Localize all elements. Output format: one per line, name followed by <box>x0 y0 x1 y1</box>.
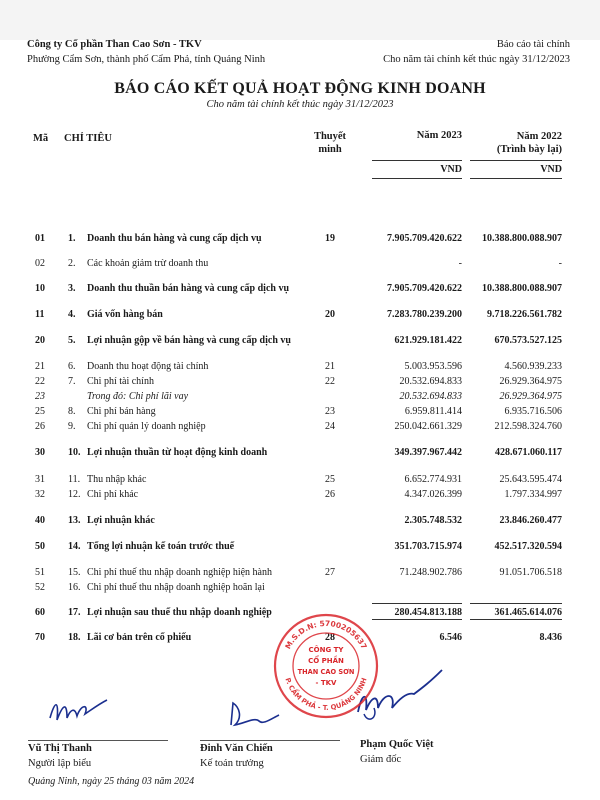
preparer-block <box>28 741 92 771</box>
row-code: 22 <box>35 376 45 387</box>
row-value-2022: 361.465.614.076 <box>494 607 562 618</box>
seal-bottom-text: P. CẨM PHẢ - T. QUẢNG NINH <box>283 676 369 713</box>
director-role: Giám đốc <box>360 754 402 765</box>
column-note-line2: minh <box>318 144 342 155</box>
row-code: 30 <box>35 447 45 458</box>
row-value-2023: 2.305.748.532 <box>404 515 462 526</box>
date-line: Quảng Ninh, ngày 25 tháng 03 năm 2024 <box>28 776 195 787</box>
row-code: 52 <box>35 582 45 593</box>
report-subtitle: Cho năm tài chính kết thúc ngày 31/12/2023 <box>206 99 394 110</box>
preparer-signature <box>45 690 115 730</box>
report-period: Cho năm tài chính kết thúc ngày 31/12/2023 <box>383 54 570 65</box>
column-note-header <box>308 130 352 156</box>
row-code: 01 <box>35 233 45 244</box>
row-value-2023: 7.905.709.420.622 <box>387 283 462 294</box>
company-address: Phường Cẩm Sơn, thành phố Cẩm Phả, tỉnh Quảng Ninh <box>27 54 266 65</box>
report-type: Báo cáo tài chính <box>496 39 570 50</box>
row-note: 19 <box>325 233 335 244</box>
row-value-2022: 8.436 <box>539 632 562 643</box>
row-label: Chi phí thuế thu nhập doanh nghiệp hiện hành <box>87 567 272 578</box>
row-label: Chi phí khác <box>87 489 139 500</box>
accountant-line <box>200 740 340 741</box>
row-code: 10 <box>35 283 45 294</box>
row-value-2022: 1.797.334.997 <box>504 489 562 500</box>
row-code: 50 <box>35 541 45 552</box>
unit-2022: VND <box>540 164 562 175</box>
table-row <box>0 233 600 247</box>
row-note: 20 <box>325 309 335 320</box>
director-name: Phạm Quốc Việt <box>360 739 434 750</box>
company-header <box>27 37 265 67</box>
row-number: 11. <box>68 474 81 485</box>
row-value-2023: 6.546 <box>439 632 462 643</box>
preparer-role: Người lập biểu <box>28 758 92 769</box>
row-code: 21 <box>35 361 45 372</box>
row-label: Lãi cơ bản trên cổ phiếu <box>87 632 192 643</box>
row-code: 40 <box>35 515 45 526</box>
row-note: 28 <box>325 632 335 643</box>
row-value-2023: 71.248.902.786 <box>399 567 462 578</box>
row-note: 27 <box>325 567 335 578</box>
column-code-header: Mã <box>33 133 49 144</box>
row-code: 25 <box>35 406 45 417</box>
row-number: 17. <box>68 607 81 618</box>
table-row <box>0 361 600 375</box>
row-number: 2. <box>68 258 76 269</box>
table-row <box>0 376 600 390</box>
accountant-block <box>200 741 273 771</box>
report-title: BÁO CÁO KẾT QUẢ HOẠT ĐỘNG KINH DOANH <box>114 80 486 97</box>
row-value-2023: 280.454.813.188 <box>394 607 462 618</box>
row-code: 70 <box>35 632 45 643</box>
row-value-2022: 26.929.364.975 <box>499 376 562 387</box>
row-number: 1. <box>68 233 76 244</box>
preparer-line <box>28 740 168 741</box>
column-2022-header <box>470 130 562 156</box>
row-label: Giá vốn hàng bán <box>87 309 163 320</box>
row-value-2023: 349.397.967.442 <box>394 447 462 458</box>
row-value-2022: 10.388.800.088.907 <box>482 233 562 244</box>
row-value-2022: 452.517.320.594 <box>494 541 562 552</box>
row-value-2022: 4.560.939.233 <box>504 361 562 372</box>
row-number: 10. <box>68 447 81 458</box>
row-label: Lợi nhuận gộp về bán hàng và cung cấp dịch vụ <box>87 335 291 346</box>
row-label: Chi phí thuế thu nhập doanh nghiệp hoãn lại <box>87 582 265 593</box>
row-label: Lợi nhuận thuần từ hoạt động kinh doanh <box>87 447 268 458</box>
table-row <box>0 474 600 488</box>
row-label: Lợi nhuận khác <box>87 515 155 526</box>
table-row <box>0 391 600 405</box>
table-row <box>0 283 600 297</box>
company-seal <box>272 612 380 720</box>
seal-line2: CỔ PHẦN <box>308 657 344 665</box>
row-number: 12. <box>68 489 81 500</box>
table-row <box>0 567 600 581</box>
row-value-2023: 20.532.694.833 <box>399 391 462 402</box>
row-number: 9. <box>68 421 76 432</box>
seal-line1: CÔNG TY <box>308 646 344 654</box>
row-label: Chi phí bán hàng <box>87 406 156 417</box>
row-value-2023: 7.283.780.239.200 <box>387 309 462 320</box>
row-value-2023: 351.703.715.974 <box>394 541 462 552</box>
row-note: 24 <box>325 421 335 432</box>
table-row <box>0 406 600 420</box>
row-value-2023: 5.003.953.596 <box>404 361 462 372</box>
row-number: 7. <box>68 376 76 387</box>
row-value-2022: 91.051.706.518 <box>499 567 562 578</box>
column-2023-header: Năm 2023 <box>416 130 462 141</box>
row-label: Doanh thu bán hàng và cung cấp dịch vụ <box>87 233 262 244</box>
header-rule-2023 <box>372 160 462 161</box>
director-block <box>360 737 434 767</box>
row-value-2022: 9.718.226.561.782 <box>487 309 562 320</box>
row-label: Chi phí quản lý doanh nghiệp <box>87 421 206 432</box>
row-note: 22 <box>325 376 335 387</box>
seal-line4: - TKV <box>315 679 337 687</box>
row-note: 26 <box>325 489 335 500</box>
preparer-name: Vũ Thị Thanh <box>28 743 92 754</box>
row-note: 25 <box>325 474 335 485</box>
row-value-2023: - <box>458 258 462 269</box>
table-row <box>0 309 600 323</box>
row-number: 18. <box>68 632 81 643</box>
row-value-2023: 6.652.774.931 <box>404 474 462 485</box>
row-value-2022: 6.935.716.506 <box>504 406 562 417</box>
row-number: 15. <box>68 567 81 578</box>
top-margin <box>0 0 600 40</box>
accountant-role: Kế toán trưởng <box>200 758 264 769</box>
row-value-2023: 7.905.709.420.622 <box>387 233 462 244</box>
row-value-2022: 670.573.527.125 <box>494 335 562 346</box>
row-label: Doanh thu thuần bán hàng và cung cấp dịch vụ <box>87 283 290 294</box>
row-code: 32 <box>35 489 45 500</box>
row-value-2022: 10.388.800.088.907 <box>482 283 562 294</box>
row-value-2022: 212.598.324.760 <box>494 421 562 432</box>
row-code: 20 <box>35 335 45 346</box>
table-row <box>0 421 600 435</box>
row-code: 26 <box>35 421 45 432</box>
row-note: 21 <box>325 361 335 372</box>
table-row <box>0 258 600 272</box>
row-value-2022: 428.671.060.117 <box>495 447 562 458</box>
row-number: 13. <box>68 515 81 526</box>
row-value-2023: 4.347.026.399 <box>404 489 462 500</box>
row-number: 4. <box>68 309 76 320</box>
row-number: 5. <box>68 335 76 346</box>
row-number: 16. <box>68 582 81 593</box>
row-value-2023: 250.042.661.329 <box>394 421 462 432</box>
row-label: Thu nhập khác <box>87 474 147 485</box>
table-row <box>0 541 600 555</box>
report-header <box>383 37 570 67</box>
accountant-name: Đinh Văn Chiến <box>200 743 273 754</box>
row-value-2022: 25.643.595.474 <box>499 474 562 485</box>
table-row <box>0 447 600 461</box>
table-row <box>0 515 600 529</box>
row-number: 3. <box>68 283 76 294</box>
row-label: Các khoản giảm trừ doanh thu <box>87 258 209 269</box>
total-double-rule-2022 <box>470 619 562 620</box>
row-code: 11 <box>35 309 45 320</box>
row-number: 8. <box>68 406 76 417</box>
seal-line3: THAN CAO SƠN <box>297 668 355 676</box>
row-code: 02 <box>35 258 45 269</box>
row-label: Doanh thu hoạt động tài chính <box>87 361 209 372</box>
row-value-2023: 621.929.181.422 <box>394 335 462 346</box>
column-2022-line1: Năm 2022 <box>516 131 562 142</box>
row-code: 23 <box>35 391 45 402</box>
table-row <box>0 582 600 596</box>
row-code: 51 <box>35 567 45 578</box>
seal-top-text: M.S.D.N: 5700205637 <box>283 618 369 651</box>
table-row <box>0 335 600 349</box>
row-value-2022: 23.846.260.477 <box>499 515 562 526</box>
table-row <box>0 489 600 503</box>
total-rule-2022 <box>470 603 562 604</box>
unit-rule-2022 <box>470 178 562 179</box>
company-name: Công ty Cổ phần Than Cao Sơn - TKV <box>27 39 202 50</box>
unit-rule-2023 <box>372 178 462 179</box>
row-number: 6. <box>68 361 76 372</box>
column-note-line1: Thuyết <box>313 131 347 142</box>
row-code: 31 <box>35 474 45 485</box>
row-code: 60 <box>35 607 45 618</box>
row-note: 23 <box>325 406 335 417</box>
row-value-2022: - <box>558 258 562 269</box>
row-value-2022: 26.929.364.975 <box>499 391 562 402</box>
row-number: 14. <box>68 541 81 552</box>
unit-2023: VND <box>440 164 462 175</box>
total-rule-2023 <box>372 603 462 604</box>
column-2022-line2: (Trình bày lại) <box>496 144 562 155</box>
header-rule-2022 <box>470 160 562 161</box>
column-item-header: CHỈ TIÊU <box>64 133 112 144</box>
total-double-rule-2023 <box>372 619 462 620</box>
row-value-2023: 6.959.811.414 <box>404 406 462 417</box>
row-label: Tổng lợi nhuận kế toán trước thuế <box>87 541 235 552</box>
row-label: Chi phí tài chính <box>87 376 154 387</box>
row-label: Lợi nhuận sau thuế thu nhập doanh nghiệp <box>87 607 272 618</box>
row-value-2023: 20.532.694.833 <box>399 376 462 387</box>
row-label: Trong đó: Chi phí lãi vay <box>87 391 189 402</box>
